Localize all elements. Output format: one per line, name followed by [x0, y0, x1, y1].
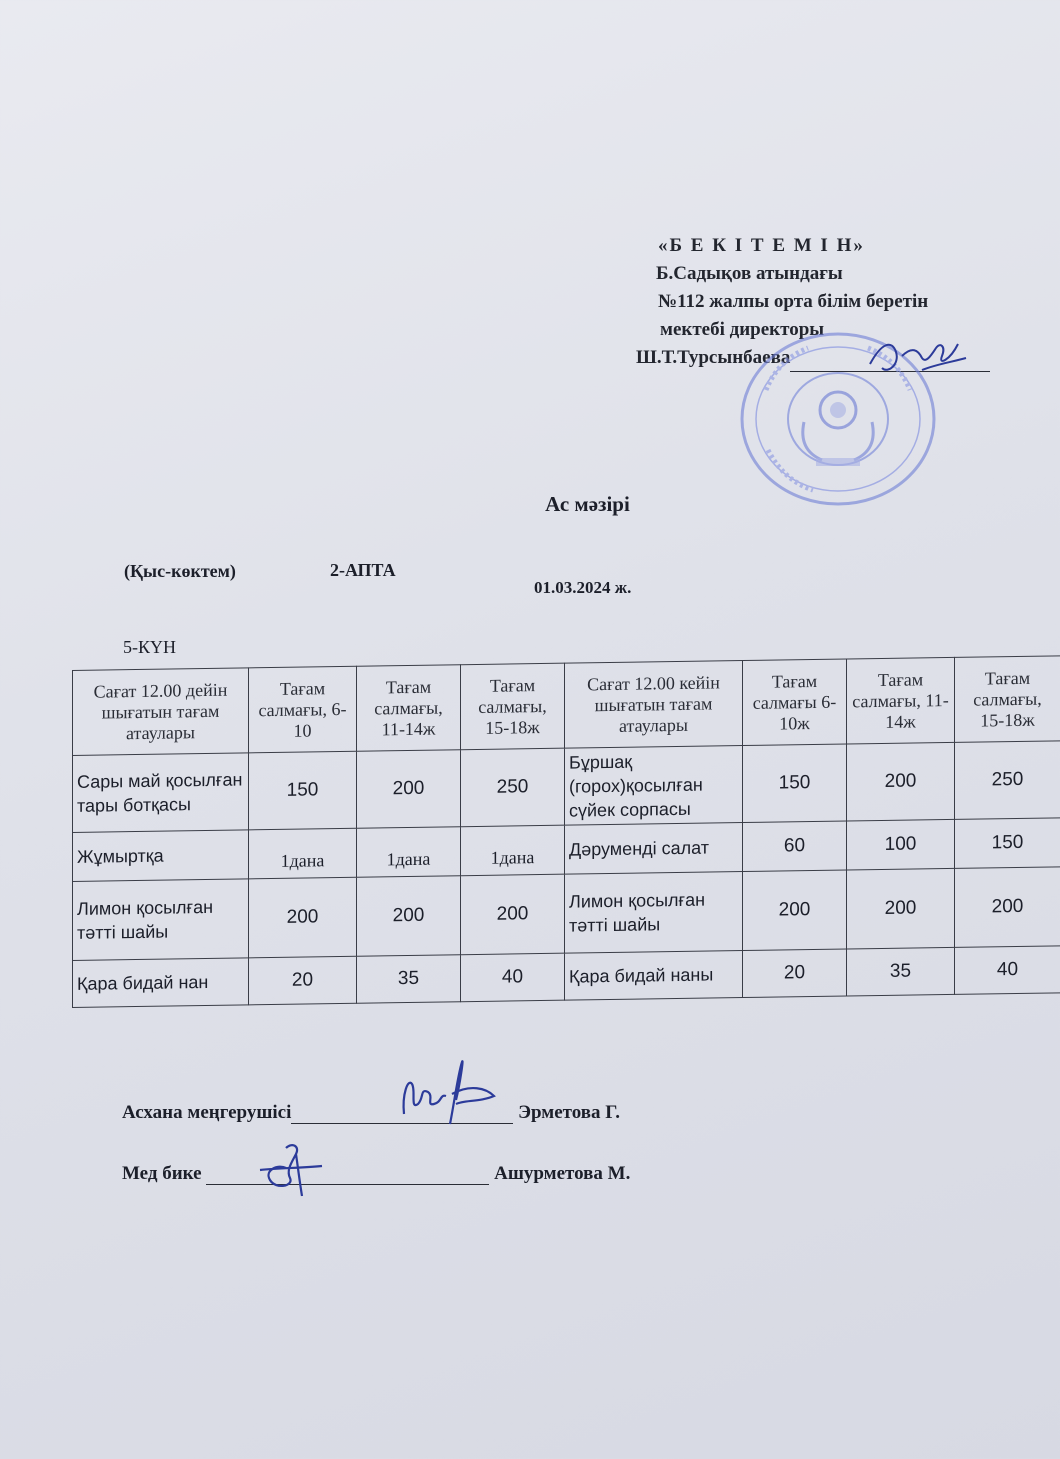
- weight-cell: 250: [461, 748, 565, 827]
- weight-cell: 200: [847, 742, 955, 821]
- weight-cell: 40: [955, 946, 1060, 995]
- weight-cell: 250: [955, 741, 1060, 820]
- dish-name-cell: Қара бидай наны: [565, 951, 743, 1001]
- weight-cell: 200: [357, 876, 461, 957]
- header-cell: Тағам салмағы, 11-14ж: [357, 665, 461, 752]
- approval-heading: «Б Е К І Т Е М І Н»: [658, 235, 865, 256]
- weight-cell: 40: [461, 953, 565, 1002]
- director-name: Ш.Т.Турсынбаева: [636, 347, 791, 368]
- header-cell: Тағам салмағы, 6-10: [249, 666, 357, 753]
- chef-signature-icon: [390, 1054, 500, 1136]
- season-label: (Қыс-көктем): [124, 561, 236, 581]
- chef-label: Асхана меңгерушісі: [122, 1102, 292, 1123]
- director-signature-icon: [862, 334, 972, 380]
- dish-name-cell: Лимон қосылған тәтті шайы: [565, 872, 743, 954]
- header-cell: Тағам салмағы, 11-14ж: [847, 657, 955, 744]
- menu-table: [72, 655, 1060, 1008]
- page-title: Ас мәзірі: [545, 492, 630, 516]
- approval-school-number: №112 жалпы орта білім беретін: [658, 291, 929, 312]
- table-row: [73, 741, 1060, 833]
- nurse-name: Ашурметова М.: [494, 1163, 631, 1184]
- nurse-label: Мед бике: [122, 1163, 202, 1184]
- day-label: 5-КҮН: [123, 637, 176, 657]
- dish-name-cell: Сары май қосылған тары ботқасы: [73, 753, 249, 833]
- header-cell: Сағат 12.00 кейін шығатын тағам атаулары: [565, 661, 743, 749]
- table-header-row: [73, 656, 1060, 756]
- weight-cell: 200: [955, 867, 1060, 948]
- nurse-signature-line: [122, 1163, 630, 1185]
- weight-cell: 150: [955, 818, 1060, 869]
- dish-name-cell: Дәруменді салат: [565, 823, 743, 875]
- weight-cell: 200: [249, 877, 357, 958]
- table-row: [73, 867, 1060, 961]
- weight-cell: 200: [743, 870, 847, 951]
- dish-name-cell: Лимон қосылған тәтті шайы: [73, 879, 249, 961]
- weight-cell: 150: [743, 744, 847, 823]
- dish-name-cell: Жұмыртқа: [73, 830, 249, 882]
- header-cell: Тағам салмағы, 15-18ж: [461, 663, 565, 750]
- chef-name: Эрметова Г.: [518, 1102, 620, 1123]
- nurse-underline: [206, 1164, 489, 1185]
- weight-cell: 20: [249, 956, 357, 1005]
- approval-school-name: Б.Садықов атындағы: [656, 263, 843, 284]
- weight-cell: 200: [847, 868, 955, 949]
- date-label: 01.03.2024 ж.: [534, 578, 632, 597]
- weight-cell: 1дана: [461, 825, 565, 876]
- weight-cell: 60: [743, 821, 847, 872]
- weight-cell: 200: [461, 874, 565, 955]
- header-cell: Тағам салмағы, 15-18ж: [955, 656, 1060, 743]
- dish-name-cell: Қара бидай нан: [73, 958, 249, 1008]
- header-cell: Тағам салмағы 6-10ж: [743, 659, 847, 746]
- weight-cell: 20: [743, 949, 847, 998]
- week-label: 2-АПТА: [330, 560, 396, 580]
- approval-position: мектебі директоры: [660, 319, 825, 340]
- weight-cell: 150: [249, 751, 357, 830]
- weight-cell: 200: [357, 750, 461, 829]
- dish-name-cell: Бұршақ (горох)қосылған сүйек сорпасы: [565, 746, 743, 826]
- weight-cell: 100: [847, 819, 955, 870]
- weight-cell: 35: [847, 947, 955, 996]
- nurse-signature-icon: [256, 1140, 326, 1200]
- chef-signature-line: [122, 1102, 620, 1124]
- weight-cell: 1дана: [249, 828, 357, 879]
- weight-cell: 35: [357, 955, 461, 1004]
- header-cell: Сағат 12.00 дейін шығатын тағам атаулары: [73, 668, 249, 756]
- weight-cell: 1дана: [357, 827, 461, 878]
